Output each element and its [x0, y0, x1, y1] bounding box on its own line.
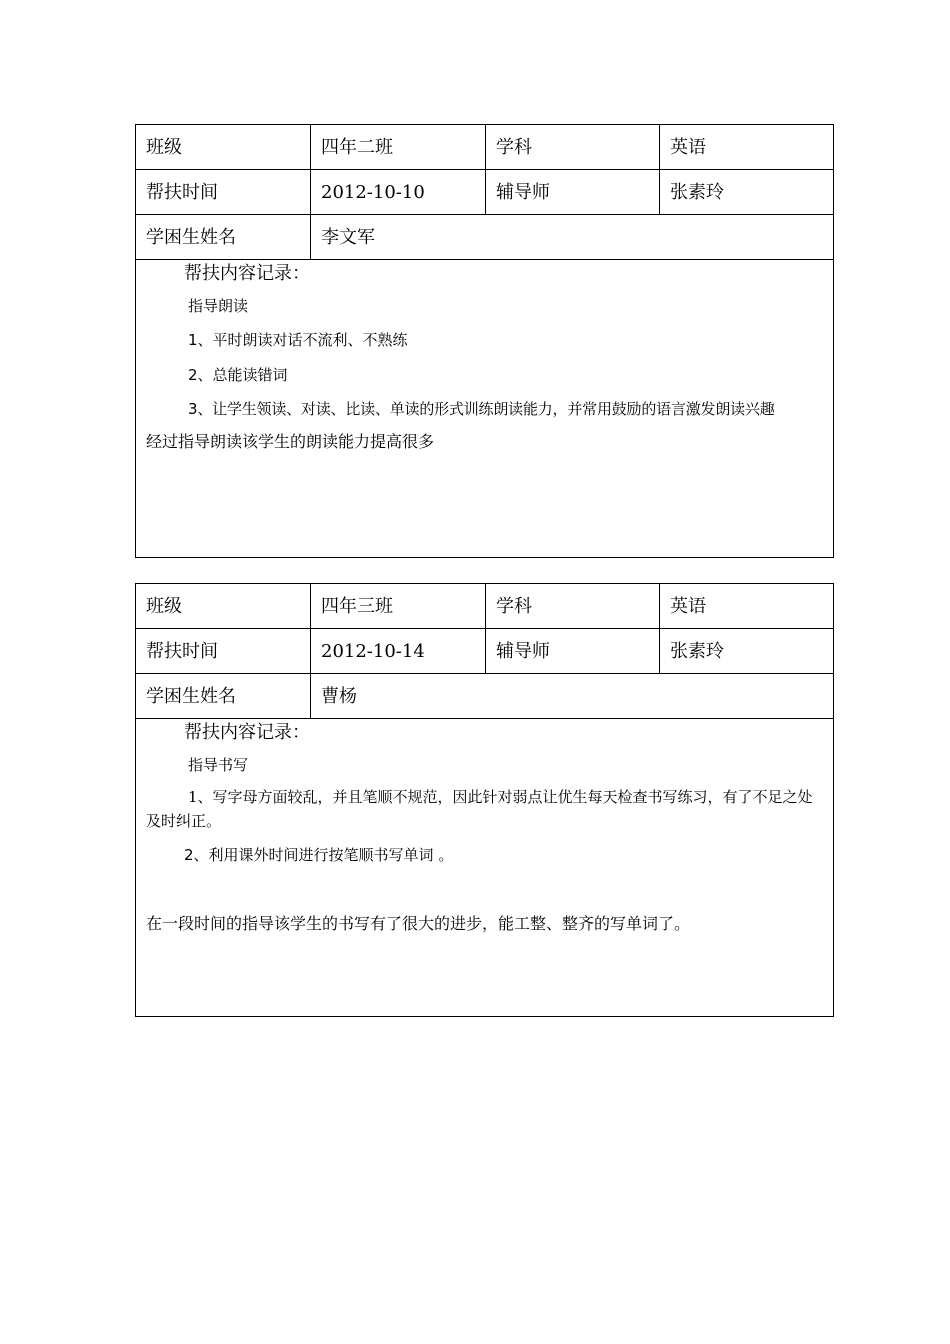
subject-label: 学科 [486, 584, 660, 628]
student-value: 李文军 [321, 227, 375, 248]
record-row-student [136, 674, 833, 719]
record-content [136, 262, 833, 453]
record-content [136, 721, 833, 935]
subject-label: 学科 [486, 125, 660, 169]
student-value: 曹杨 [321, 686, 357, 707]
record-topic: 指导朗读 [188, 297, 249, 315]
record-row-time [136, 170, 833, 215]
record-heading: 帮扶内容记录： [184, 722, 310, 743]
record-item-2: 2、总能读错词 [188, 366, 288, 384]
class-label: 班级 [136, 125, 311, 169]
record-summary: 在一段时间的指导该学生的书写有了很大的进步，能工整、整齐的写单词了。 [146, 914, 691, 933]
record-item-1: 1、写字母方面较乱，并且笔顺不规范，因此针对弱点让优生每天检查书写练习，有了不足之处及时纠正。 [146, 788, 813, 830]
tutoring-record-1 [135, 124, 834, 558]
record-item-1: 1、平时朗读对话不流利、不熟练 [188, 331, 408, 349]
time-value: 2012-10-10 [311, 170, 486, 214]
record-heading: 帮扶内容记录： [184, 263, 310, 284]
tutor-label: 辅导师 [486, 629, 660, 673]
time-label: 帮扶时间 [136, 629, 311, 673]
class-label: 班级 [136, 584, 311, 628]
tutor-value: 张素玲 [670, 182, 724, 203]
record-summary: 经过指导朗读该学生的朗读能力提高很多 [146, 432, 435, 451]
student-label: 学困生姓名 [136, 215, 311, 259]
student-label: 学困生姓名 [136, 674, 311, 718]
tutoring-record-2 [135, 583, 834, 1017]
tutor-label: 辅导师 [486, 170, 660, 214]
record-row-class [136, 125, 833, 170]
record-topic: 指导书写 [188, 756, 249, 774]
time-label: 帮扶时间 [136, 170, 311, 214]
record-item-3: 3、让学生领读、对读、比读、单读的形式训练朗读能力，并常用鼓励的语言激发朗读兴趣 [188, 400, 775, 418]
record-row-student [136, 215, 833, 260]
class-value: 四年三班 [311, 584, 486, 628]
class-value: 四年二班 [311, 125, 486, 169]
record-row-class [136, 584, 833, 629]
subject-value: 英语 [670, 137, 706, 158]
record-row-time [136, 629, 833, 674]
record-item-2: 2、利用课外时间进行按笔顺书写单词 。 [184, 846, 454, 864]
tutor-value: 张素玲 [670, 641, 724, 662]
subject-value: 英语 [670, 596, 706, 617]
time-value: 2012-10-14 [311, 629, 486, 673]
